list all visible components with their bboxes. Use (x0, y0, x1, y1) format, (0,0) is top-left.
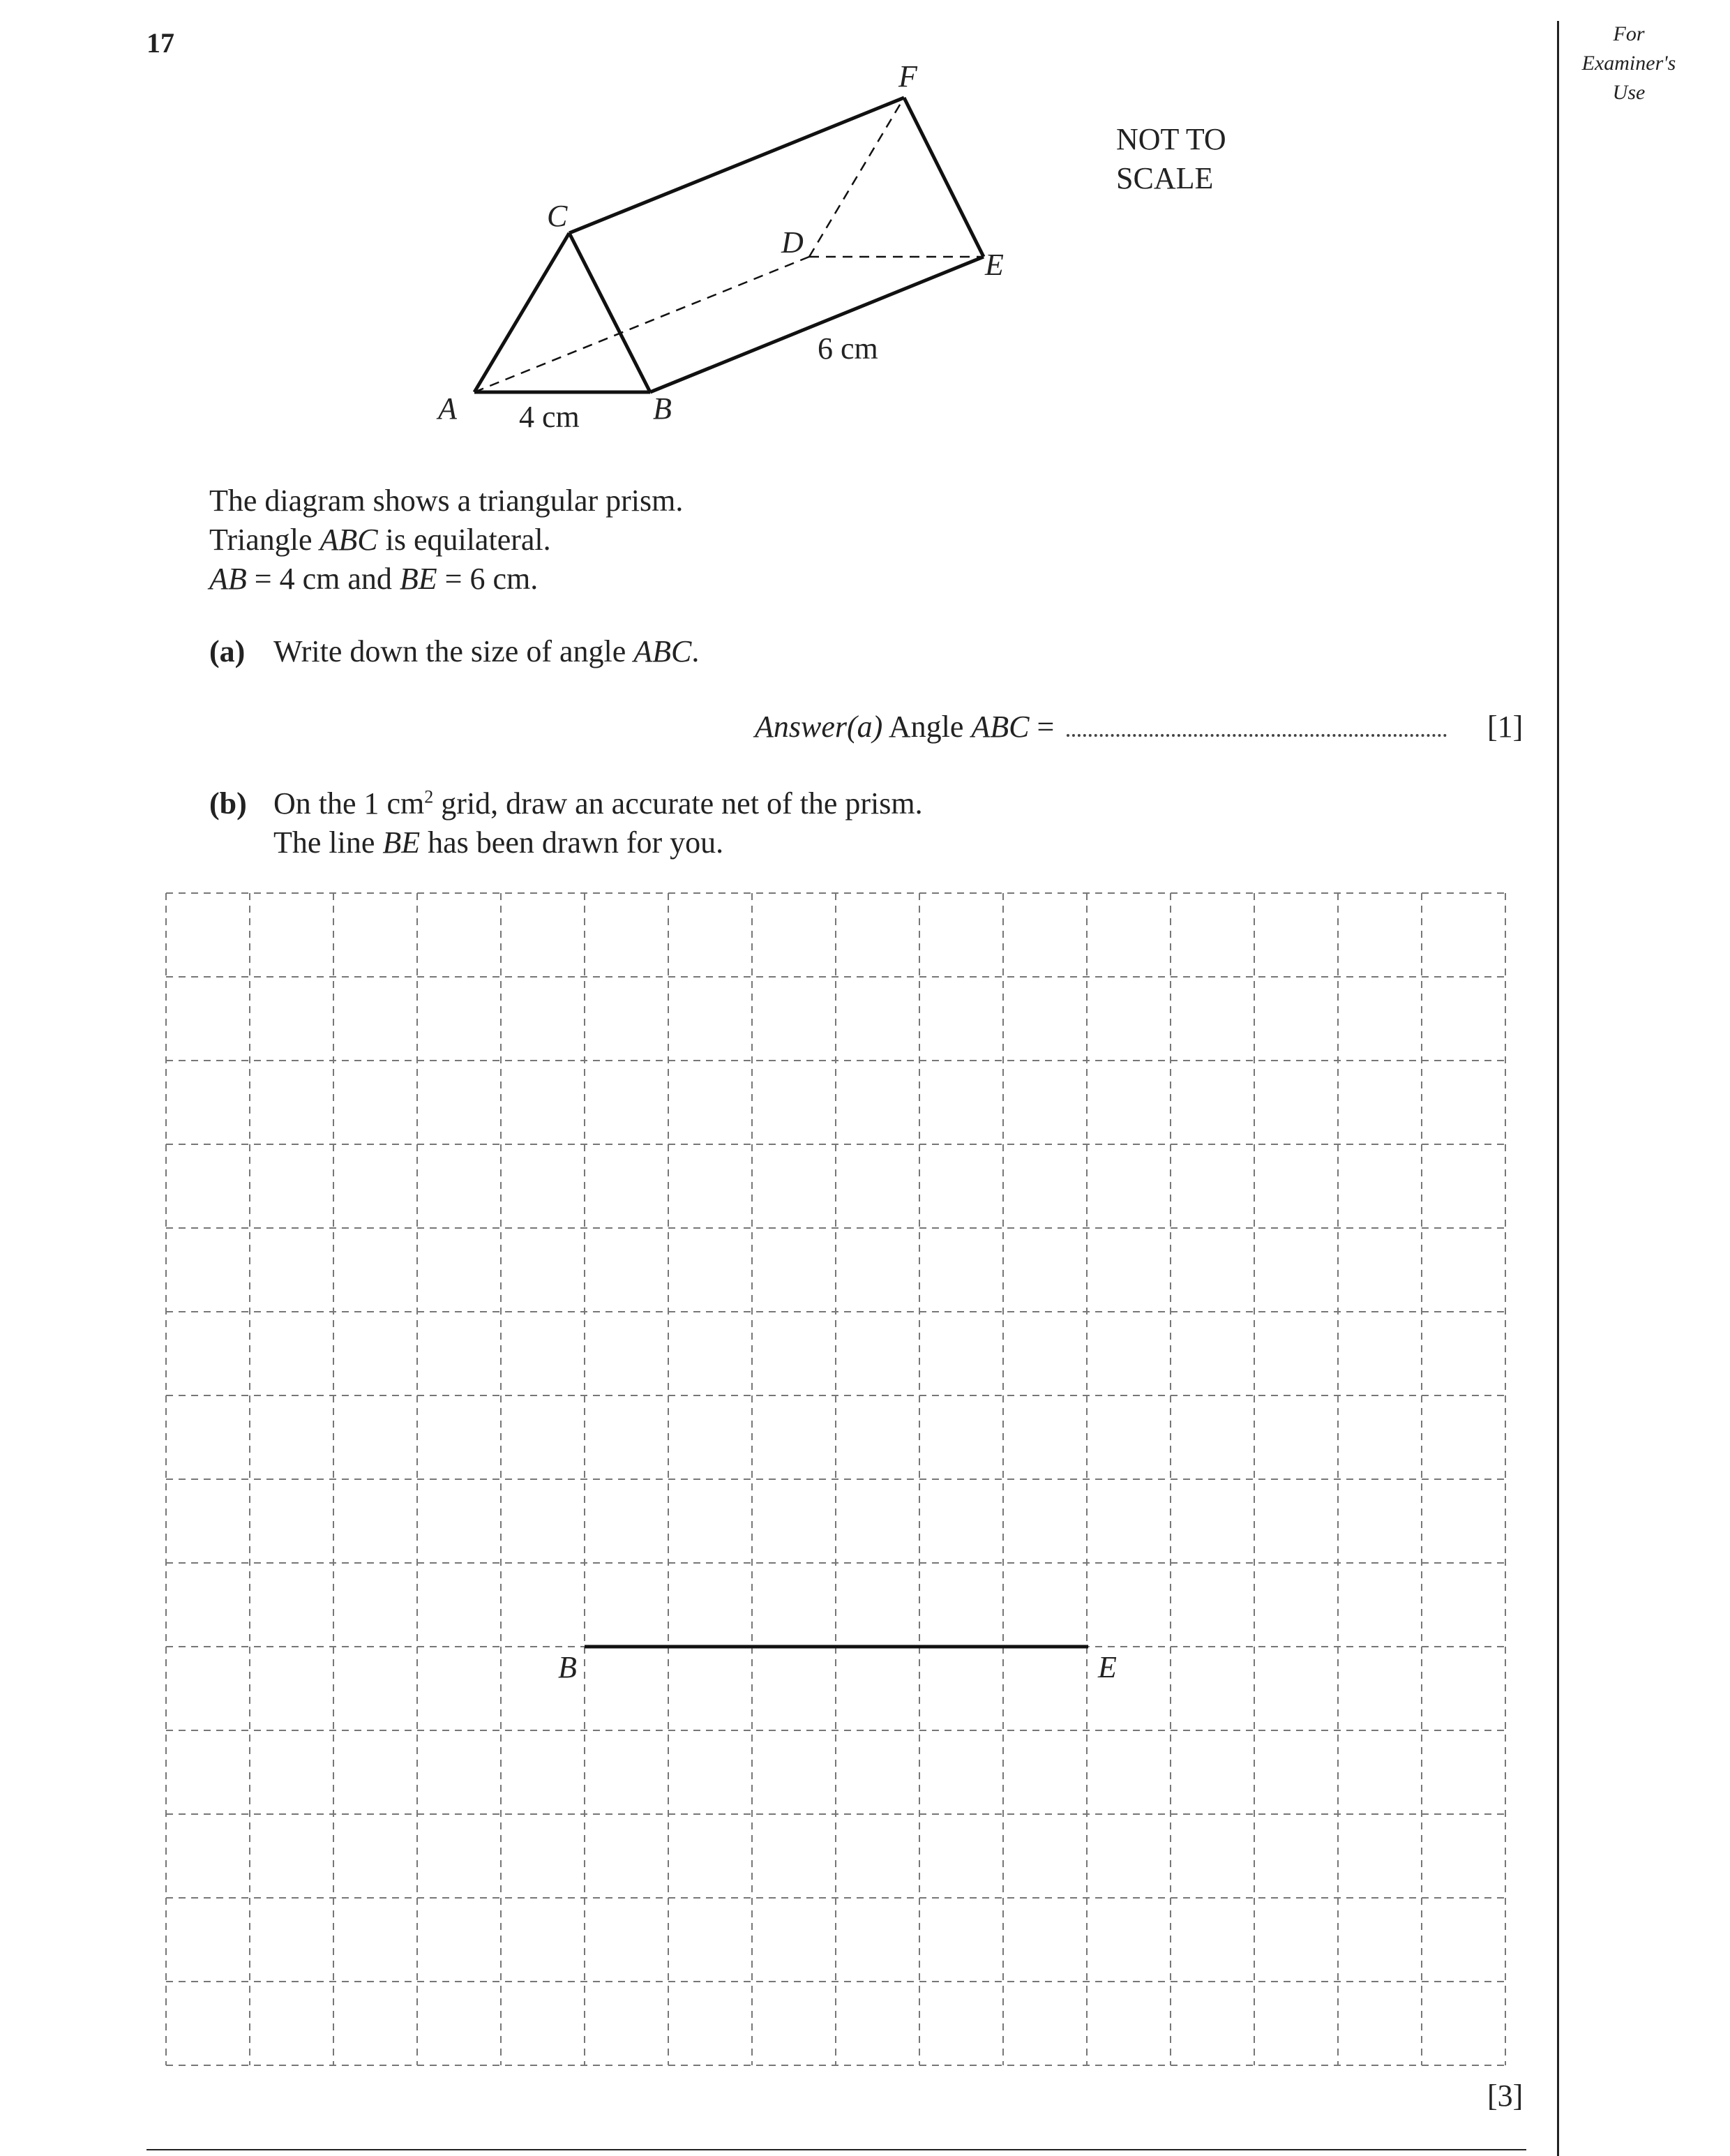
grid-label-b: B (558, 1650, 577, 1684)
intro-line-3-var1: AB (209, 562, 247, 596)
not-to-scale-line-2: SCALE (1116, 161, 1214, 195)
intro-line-3-post: = 6 cm. (437, 562, 539, 596)
edge-label-be: 6 cm (818, 331, 878, 366)
part-b-line-2-pre: The line (273, 825, 383, 860)
part-b-line-2-post: has been drawn for you. (420, 825, 724, 860)
part-b-line-1-sup: 2 (424, 786, 434, 807)
intro-line-2-post: is equilateral. (377, 523, 551, 557)
answer-a-text-pre: Angle (882, 710, 972, 744)
part-a-label: (a) (209, 634, 246, 668)
part-b-label: (b) (209, 786, 247, 821)
part-b-line-1-post: grid, draw an accurate net of the prism. (433, 786, 923, 821)
examiner-line-3: Use (1612, 81, 1646, 104)
vertex-label-b: B (653, 391, 672, 426)
answer-a-text-post: = (1029, 710, 1055, 744)
answer-a-var: ABC (971, 710, 1030, 744)
examiner-line-2: Examiner's (1581, 52, 1676, 75)
vertex-label-d: D (781, 225, 804, 260)
vertex-label-f: F (898, 59, 917, 93)
vertex-label-e: E (985, 248, 1004, 282)
part-b-line-1-pre: On the 1 cm (273, 786, 425, 821)
vertex-label-a: A (438, 391, 457, 426)
answer-a-label: Answer(a) (755, 710, 883, 744)
grid-label-e: E (1098, 1650, 1117, 1684)
edge-label-ab: 4 cm (519, 400, 580, 434)
intro-line-3-mid: = 4 cm and (246, 562, 400, 596)
grid-lines (166, 893, 1505, 2065)
intro-line-2-var: ABC (319, 523, 378, 557)
examiner-line-1: For (1613, 22, 1645, 45)
part-a-question-pre: Write down the size of angle (273, 634, 634, 668)
part-a-marks: [1] (1487, 710, 1524, 744)
intro-line-2-pre: Triangle (209, 523, 320, 557)
not-to-scale-line-1: NOT TO (1116, 122, 1226, 156)
part-a-question-post: . (691, 634, 700, 668)
part-b-marks: [3] (1487, 2079, 1524, 2113)
part-a-question-var: ABC (633, 634, 692, 668)
page-bottom-rule (146, 2149, 1526, 2150)
intro-line-3-var2: BE (399, 562, 437, 596)
part-b-line-2-var: BE (382, 825, 421, 860)
question-number: 17 (146, 27, 174, 59)
intro-line-1: The diagram shows a triangular prism. (209, 484, 684, 518)
vertex-label-c: C (547, 199, 568, 233)
